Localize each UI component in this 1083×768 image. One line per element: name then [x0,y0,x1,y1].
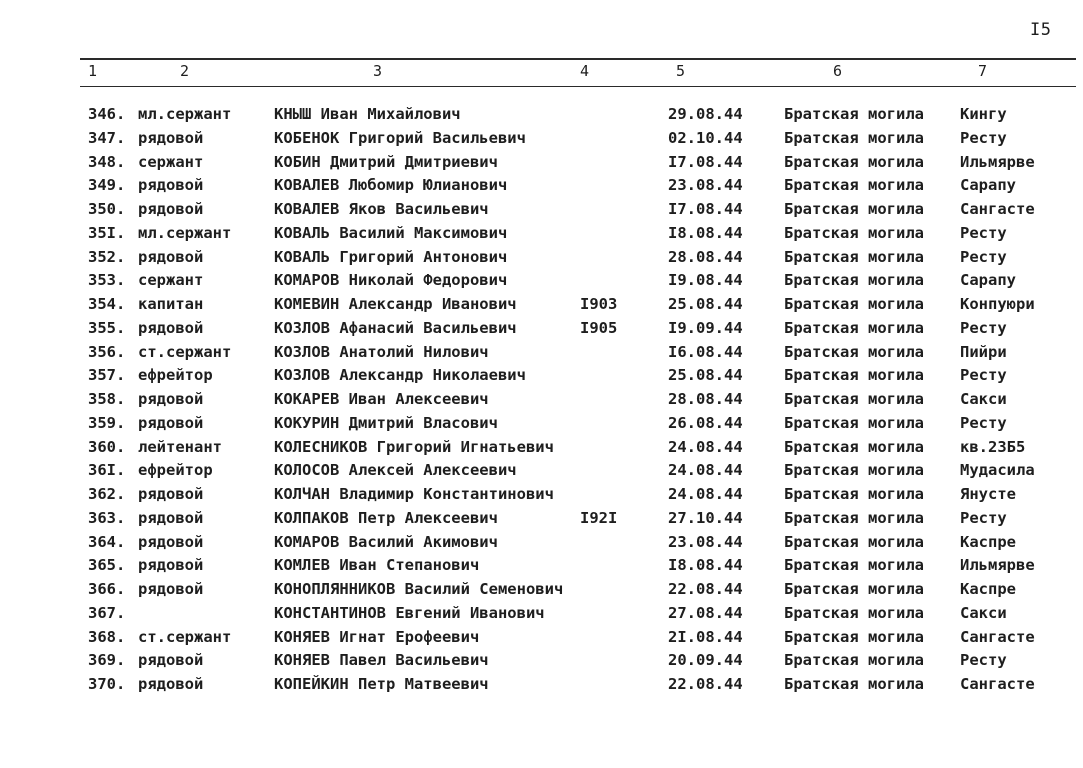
column-header-4: 4 [580,62,590,80]
rank: сержант [138,152,204,171]
rank: ефрейтор [138,461,213,480]
rank: рядовой [138,651,204,670]
burial-place: Сарапу [960,176,1016,195]
birth-year: I905 [580,318,618,337]
burial-place: Ильмярве [960,152,1035,171]
rank: лейтенант [138,437,222,456]
burial-type: Братская могила [784,152,924,171]
burial-type: Братская могила [784,532,924,551]
burial-place: Каспре [960,532,1016,551]
burial-place: Конпуюри [960,295,1035,313]
full-name: КОБЕНОК Григорий Васильевич [274,128,526,147]
table-row [0,126,1083,150]
date-of-death: 02.10.44 [668,128,743,147]
full-name: КОНОПЛЯННИКОВ Василий Семенович [274,580,564,598]
entry-number: 370. [88,675,126,693]
date-of-death: 23.08.44 [668,176,743,195]
header-rule-top [80,58,1076,60]
table-row [0,340,1083,364]
entry-number: 348. [88,152,126,171]
date-of-death: 22.08.44 [668,580,743,598]
rank: рядовой [138,532,204,551]
table-row [0,506,1083,530]
full-name: КОЛОСОВ Алексей Алексеевич [274,461,517,480]
date-of-death: 20.09.44 [668,651,743,670]
burial-type: Братская могила [784,366,924,385]
table-row [0,268,1083,292]
entry-number: 369. [88,651,126,670]
entry-number: 365. [88,556,126,575]
date-of-death: 28.08.44 [668,390,743,408]
table-row [0,173,1083,197]
rank: рядовой [138,485,204,503]
column-header-2: 2 [180,62,190,80]
rank: рядовой [138,508,204,527]
table-row [0,102,1083,126]
full-name: КОВАЛЬ Григорий Антонович [274,247,508,266]
burial-place: Сангасте [960,200,1035,218]
header-rule-bottom [80,86,1076,87]
table-row [0,292,1083,316]
table-row [0,577,1083,601]
burial-type: Братская могила [784,556,924,575]
table-row [0,245,1083,269]
burial-place: Ресту [960,247,1007,266]
table-row [0,316,1083,340]
entry-number: 358. [88,390,126,408]
full-name: КОНЯЕВ Игнат Ерофеевич [274,627,480,646]
burial-place: Ресту [960,508,1007,527]
burial-place: Ильмярве [960,556,1035,575]
table-row [0,601,1083,625]
date-of-death: 27.10.44 [668,508,743,527]
entry-number: 367. [88,603,126,622]
burial-place: кв.23Б5 [960,437,1026,456]
table-row [0,625,1083,649]
burial-type: Братская могила [784,675,924,693]
table-row [0,553,1083,577]
rank: рядовой [138,390,204,408]
table-row [0,648,1083,672]
entry-number: 35I. [88,223,126,242]
date-of-death: 24.08.44 [668,437,743,456]
burial-place: Сангасте [960,675,1035,693]
rank: рядовой [138,176,204,195]
burial-place: Кингу [960,105,1007,123]
burial-place: Ресту [960,366,1007,385]
date-of-death: 26.08.44 [668,413,743,432]
entry-number: 357. [88,366,126,385]
rank: рядовой [138,675,204,693]
entry-number: 354. [88,295,126,313]
full-name: КОБИН Дмитрий Дмитриевич [274,152,498,171]
entry-number: 355. [88,318,126,337]
birth-year: I903 [580,295,618,313]
burial-type: Братская могила [784,318,924,337]
full-name: КОЗЛОВ Афанасий Васильевич [274,318,517,337]
table-row [0,672,1083,696]
burial-type: Братская могила [784,390,924,408]
entry-number: 366. [88,580,126,598]
table-row [0,435,1083,459]
full-name: КОМАРОВ Василий Акимович [274,532,498,551]
entry-number: 353. [88,271,126,290]
full-name: КОЗЛОВ Анатолий Нилович [274,342,489,361]
table-row [0,150,1083,174]
burial-type: Братская могила [784,295,924,313]
rank: капитан [138,295,204,313]
full-name: КОВАЛЕВ Яков Васильевич [274,200,489,218]
burial-place: Сангасте [960,627,1035,646]
full-name: КОМАРОВ Николай Федорович [274,271,508,290]
burial-place: Мудасила [960,461,1035,480]
full-name: КОЛЕСНИКОВ Григорий Игнатьевич [274,437,554,456]
column-header-3: 3 [373,62,383,80]
burial-place: Ресту [960,651,1007,670]
burial-type: Братская могила [784,603,924,622]
full-name: КОНЯЕВ Павел Васильевич [274,651,489,670]
entry-number: 359. [88,413,126,432]
burial-place: Ресту [960,128,1007,147]
rank: рядовой [138,247,204,266]
date-of-death: 25.08.44 [668,295,743,313]
burial-type: Братская могила [784,105,924,123]
entry-number: 356. [88,342,126,361]
burial-place: Пийри [960,342,1007,361]
rank: рядовой [138,413,204,432]
column-header-7: 7 [978,62,988,80]
date-of-death: 22.08.44 [668,675,743,693]
burial-type: Братская могила [784,627,924,646]
date-of-death: I8.08.44 [668,223,743,242]
rank: ст.сержант [138,627,232,646]
burial-place: Сарапу [960,271,1016,290]
entry-number: 350. [88,200,126,218]
burial-type: Братская могила [784,200,924,218]
burial-type: Братская могила [784,223,924,242]
date-of-death: 29.08.44 [668,105,743,123]
table-row [0,221,1083,245]
date-of-death: 28.08.44 [668,247,743,266]
rank: рядовой [138,128,204,147]
rank: рядовой [138,200,204,218]
full-name: КОМЛЕВ Иван Степанович [274,556,480,575]
rank: мл.сержант [138,223,232,242]
burial-place: Ресту [960,223,1007,242]
date-of-death: 24.08.44 [668,485,743,503]
burial-type: Братская могила [784,651,924,670]
burial-type: Братская могила [784,508,924,527]
full-name: КОНСТАНТИНОВ Евгений Иванович [274,603,545,622]
table-row [0,482,1083,506]
burial-place: Ресту [960,413,1007,432]
table-row [0,530,1083,554]
burial-type: Братская могила [784,176,924,195]
entry-number: 368. [88,627,126,646]
date-of-death: 23.08.44 [668,532,743,551]
burial-place: Янусте [960,485,1016,503]
entry-number: 346. [88,105,126,123]
entry-number: 349. [88,176,126,195]
burial-place: Сакси [960,603,1007,622]
full-name: КОКУРИН Дмитрий Власович [274,413,498,432]
burial-type: Братская могила [784,485,924,503]
burial-place: Сакси [960,390,1007,408]
rank: ефрейтор [138,366,213,385]
column-header-6: 6 [833,62,843,80]
full-name: КОЗЛОВ Александр Николаевич [274,366,526,385]
date-of-death: I6.08.44 [668,342,743,361]
table-row [0,411,1083,435]
column-header-5: 5 [676,62,686,80]
entry-number: 352. [88,247,126,266]
date-of-death: 25.08.44 [668,366,743,385]
burial-type: Братская могила [784,271,924,290]
burial-type: Братская могила [784,342,924,361]
date-of-death: 2I.08.44 [668,627,743,646]
rank: сержант [138,271,204,290]
entry-number: 360. [88,437,126,456]
full-name: КОМЕВИН Александр Иванович [274,295,517,313]
table-row [0,197,1083,221]
rank: ст.сержант [138,342,232,361]
entry-number: 363. [88,508,126,527]
full-name: КОКАРЕВ Иван Алексеевич [274,390,489,408]
burial-place: Каспре [960,580,1016,598]
burial-type: Братская могила [784,437,924,456]
burial-type: Братская могила [784,128,924,147]
table-row [0,458,1083,482]
full-name: КОЛЧАН Владимир Константинович [274,485,554,503]
entry-number: 36I. [88,461,126,480]
date-of-death: I7.08.44 [668,200,743,218]
entry-number: 364. [88,532,126,551]
date-of-death: I8.08.44 [668,556,743,575]
burial-type: Братская могила [784,413,924,432]
date-of-death: 27.08.44 [668,603,743,622]
table-row [0,387,1083,411]
burial-type: Братская могила [784,461,924,480]
date-of-death: I9.09.44 [668,318,743,337]
entry-number: 362. [88,485,126,503]
burial-type: Братская могила [784,580,924,598]
table-row [0,363,1083,387]
full-name: КОВАЛЬ Василий Максимович [274,223,508,242]
column-header-1: 1 [88,62,98,80]
rank: мл.сержант [138,105,232,123]
full-name: КНЫШ Иван Михайлович [274,105,461,123]
burial-type: Братская могила [784,247,924,266]
rank: рядовой [138,318,204,337]
entry-number: 347. [88,128,126,147]
birth-year: I92I [580,508,618,527]
page-number: I5 [1030,20,1052,40]
full-name: КОВАЛЕВ Любомир Юлианович [274,176,508,195]
date-of-death: I9.08.44 [668,271,743,290]
burial-place: Ресту [960,318,1007,337]
date-of-death: I7.08.44 [668,152,743,171]
full-name: КОЛПАКОВ Петр Алексеевич [274,508,498,527]
date-of-death: 24.08.44 [668,461,743,480]
rank: рядовой [138,580,204,598]
full-name: КОПЕЙКИН Петр Матвеевич [274,675,489,693]
rank: рядовой [138,556,204,575]
